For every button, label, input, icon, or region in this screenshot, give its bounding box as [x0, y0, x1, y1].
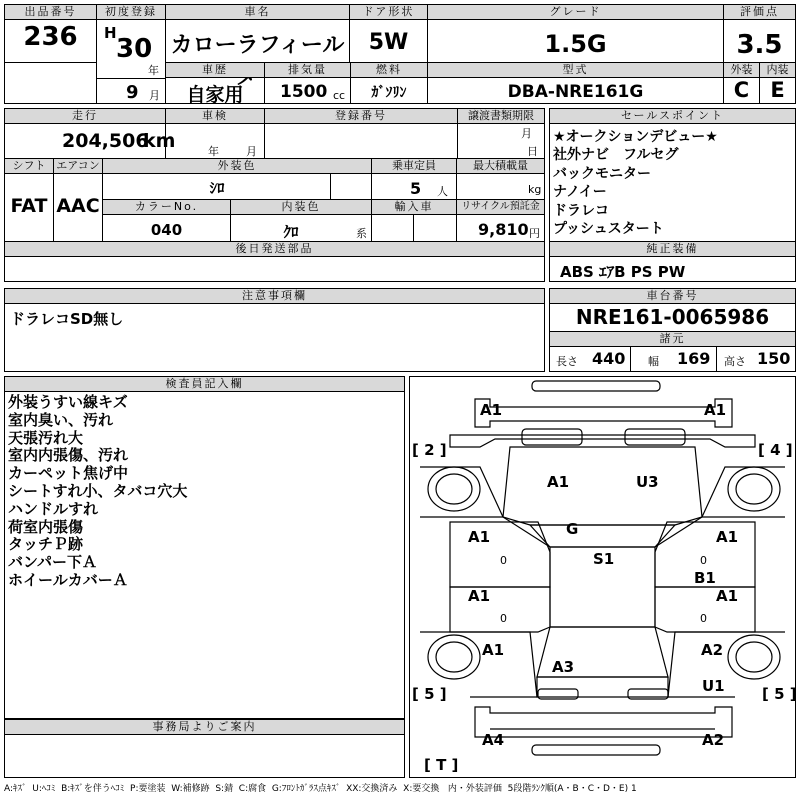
mark-left-front-door-small: 0	[500, 554, 507, 567]
inspector-line: カーペット焦げ中	[8, 464, 129, 483]
mark-right-rear-door-small: 0	[700, 612, 707, 625]
color-no: 040	[150, 221, 183, 239]
month-unit: 月	[149, 89, 160, 102]
inspection-label: 車検	[166, 109, 264, 124]
capacity-unit: 人	[437, 185, 448, 198]
equipment-label: 純正装備	[550, 242, 795, 257]
color-no-label: カラーNo.	[103, 200, 230, 215]
mark-windshield: G	[566, 520, 579, 538]
mark-right-rear-door-extra: B1	[694, 569, 716, 587]
chassis-number: NRE161-0065986	[575, 305, 770, 329]
capacity-label: 乗車定員	[372, 159, 456, 174]
year-unit: 年	[148, 64, 159, 77]
insp-month-unit: 月	[246, 145, 257, 158]
mark-front-bumper-right: A1	[704, 401, 727, 419]
mark-right-front-door-small: 0	[700, 554, 707, 567]
interior-color-suffix: 系	[356, 227, 367, 240]
height: 150	[757, 349, 791, 368]
mileage-label: 走行	[5, 109, 165, 124]
fuel: ｶﾞｿﾘﾝ	[371, 85, 407, 101]
exterior-color: ｼﾛ	[209, 179, 225, 197]
inspector-line: タッチＰ跡	[8, 535, 84, 554]
transfer-label: 譲渡書類期限	[458, 109, 544, 124]
inspector-line: 外装うすい線キズ	[8, 393, 128, 411]
era: H	[104, 24, 117, 42]
corner-rear-right: [ 5 ]	[762, 685, 795, 703]
sales-point: バックモニター	[553, 165, 651, 182]
inspector-line: シートすれ小、タバコ穴大	[8, 481, 188, 500]
inspector-line: ホイールカバーＡ	[8, 570, 128, 589]
transfer-month-unit: 月	[521, 127, 532, 140]
sales-point: ★オークションデビュー★	[553, 129, 718, 145]
ext-label: 外装	[724, 63, 759, 78]
int-label: 内装	[760, 63, 795, 78]
specs-label: 諸元	[550, 332, 795, 347]
mark-roof: S1	[593, 550, 615, 568]
sales-points-label: セールスポイント	[550, 109, 795, 124]
length: 440	[592, 349, 626, 368]
displacement-unit: cc	[333, 89, 346, 102]
car-diagram-svg	[410, 377, 795, 777]
equipment: ABS ｴｱB PS PW	[560, 263, 686, 281]
mark-right-front-door: A1	[716, 528, 739, 546]
ac-label: エアコン	[54, 159, 102, 174]
lot-no: 236	[23, 22, 78, 52]
plate-label: 登録番号	[265, 109, 457, 124]
width-label: 幅	[648, 355, 659, 368]
ext-grade: C	[733, 78, 750, 102]
lot-no-label: 出品番号	[5, 5, 96, 20]
model: DBA-NRE161G	[507, 82, 644, 102]
grade: 1.5G	[544, 30, 607, 58]
inspector-lines	[8, 394, 187, 590]
height-label: 高さ	[724, 355, 746, 368]
mark-hood-left: A1	[547, 473, 570, 491]
sales-point: ドラレコ	[553, 202, 609, 219]
displacement-label: 排気量	[265, 63, 350, 78]
mark-rear-right-lower: U1	[702, 677, 725, 695]
door: 5W	[368, 30, 409, 55]
mileage-unit: km	[143, 130, 176, 152]
shift: FAT	[10, 195, 48, 217]
legend: A:ｷｽﾞ U:ﾍｺﾐ B:ｷｽﾞを伴うﾍｺﾐ P:要塗装 W:補修跡 S:錆 C:腐食 G:ﾌﾛﾝﾄｶﾞﾗｽ点ｷｽﾞ XX:交換済み X:要交換 内・外装評価 5段階ﾗﾝｸ順(A・B・C・D・E) 1	[4, 784, 637, 794]
notes-label: 注意事項欄	[5, 289, 544, 304]
damage-diagram	[409, 376, 796, 778]
model-label: 型式	[428, 63, 723, 78]
later-parts-label: 後日発送部品	[5, 242, 544, 257]
door-label: ドア形状	[350, 5, 427, 20]
sales-points-list	[553, 128, 718, 238]
corner-trunk: [ T ]	[424, 756, 459, 774]
corner-front-left: [ 2 ]	[412, 441, 447, 459]
mark-rear-bumper-left: A4	[482, 731, 505, 749]
mark-left-rear-door: A1	[468, 587, 491, 605]
recycle-unit: 円	[529, 227, 540, 240]
mark-left-rear-fender: A1	[482, 641, 505, 659]
recycle-label: リサイクル預託金	[457, 200, 544, 215]
first-reg-label: 初度登録	[97, 5, 165, 20]
history-label: 車歴	[166, 63, 264, 78]
insp-year-unit: 年	[208, 145, 219, 158]
corner-rear-left: [ 5 ]	[412, 685, 447, 703]
import-label: 輸入車	[372, 200, 456, 215]
inspector-line: バンパー下Ａ	[8, 553, 97, 572]
reg-month: 9	[126, 82, 139, 103]
shift-label: シフト	[5, 159, 53, 174]
mark-rear-bumper-right: A2	[702, 731, 725, 749]
recycle: 9,810	[478, 220, 529, 239]
length-label: 長さ	[556, 355, 578, 368]
width: 169	[677, 349, 711, 368]
max-load-unit: kg	[528, 183, 542, 196]
fuel-label: 燃料	[351, 63, 427, 78]
inspector-line: 天張汚れ大	[8, 428, 84, 447]
mark-left-front-door: A1	[468, 528, 491, 546]
office-label: 事務局よりご案内	[5, 720, 404, 735]
inspector-line: ハンドルすれ	[8, 499, 99, 518]
sales-point: プッシュスタート	[553, 221, 664, 238]
reg-year: 30	[116, 34, 153, 64]
mark-hood-right: U3	[636, 473, 659, 491]
exterior-color-label: 外装色	[103, 159, 371, 174]
max-load-label: 最大積載量	[457, 159, 544, 174]
corner-front-right: [ 4 ]	[758, 441, 793, 459]
inspector-line: 室内臭い、汚れ	[8, 410, 114, 429]
interior-color-label: 内装色	[231, 200, 371, 215]
mark-right-rear-door: A1	[716, 587, 739, 605]
transfer-day-unit: 日	[527, 145, 538, 158]
sales-point: ナノイー	[553, 184, 607, 201]
mark-right-rear-fender: A2	[701, 641, 724, 659]
mileage: 204,506	[62, 130, 149, 152]
inspector-line: 室内内張傷、汚れ	[8, 446, 129, 465]
displacement: 1500	[280, 82, 328, 102]
score-label: 評価点	[724, 5, 795, 20]
history: 自家用	[186, 84, 244, 106]
inspector-line: 荷室内張傷	[8, 517, 84, 536]
notes-text: ドラレコSD無し	[10, 310, 124, 328]
mark-front-bumper-left: A1	[480, 401, 503, 419]
mark-left-rear-door-small: 0	[500, 612, 507, 625]
ac: AAC	[56, 195, 100, 217]
grade-label: グレード	[428, 5, 723, 20]
inspector-label: 検査員記入欄	[5, 377, 404, 392]
mark-rear-glass: A3	[552, 658, 575, 676]
int-grade: E	[770, 78, 785, 102]
car-name-label: 車名	[166, 5, 349, 20]
chassis-label: 車台番号	[550, 289, 795, 304]
capacity: 5	[410, 179, 422, 198]
interior-color: ｸﾛ	[283, 223, 299, 241]
car-name: カローラフィール	[170, 33, 345, 58]
sales-point: 社外ナビ フルセグ	[553, 147, 679, 164]
score: 3.5	[736, 30, 783, 60]
